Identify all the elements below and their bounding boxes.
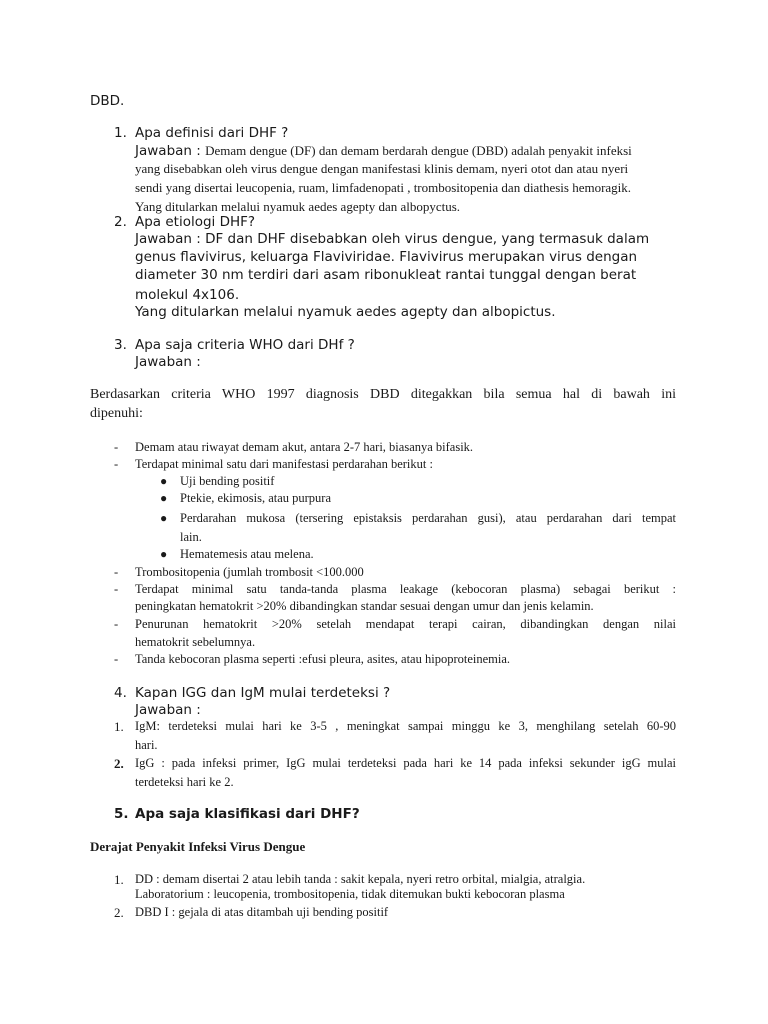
q2-question: Apa etiologi DHF? bbox=[135, 214, 256, 230]
criteria-dash: - bbox=[114, 440, 119, 454]
bullet-icon: ● bbox=[160, 547, 168, 561]
q1-answer-line-4: Yang ditularkan melalui nyamuk aedes agepty dan albopyctus. bbox=[135, 199, 461, 214]
criteria-sub-3-line-2: lain. bbox=[180, 530, 202, 544]
who-paragraph-line-1: Berdasarkan criteria WHO 1997 diagnosis DBD ditegakkan bila semua hal di bawah ini bbox=[90, 387, 676, 402]
q2-answer-line-3: diameter 30 nm terdiri dari asam ribonukleat rantai tunggal dengan berat bbox=[135, 267, 637, 283]
criteria-dash: - bbox=[114, 582, 119, 596]
who-paragraph-line-2: dipenuhi: bbox=[90, 406, 143, 421]
q3-number: 3. bbox=[114, 337, 127, 353]
bullet-icon: ● bbox=[160, 511, 168, 525]
classification-2-line-1: DBD I : gejala di atas ditambah uji bending positif bbox=[135, 905, 389, 919]
q3-answer-label: Jawaban : bbox=[135, 354, 201, 370]
q2-answer-line-1: Jawaban : DF dan DHF disebabkan oleh virus dengue, yang termasuk dalam bbox=[135, 231, 650, 247]
q4-answer-label: Jawaban : bbox=[135, 702, 201, 718]
criteria-item-4-line-1: Terdapat minimal satu tanda-tanda plasma leakage (kebocoran plasma) sebagai berikut : bbox=[135, 582, 676, 596]
q2-answer-line-5: Yang ditularkan melalui nyamuk aedes agepty dan albopictus. bbox=[135, 304, 556, 320]
criteria-item-5-line-1: Penurunan hematokrit >20% setelah mendapat terapi cairan, dibandingkan dengan nilai bbox=[135, 617, 676, 631]
q4-answer-1-number: 1. bbox=[114, 719, 124, 734]
criteria-item-1: Demam atau riwayat demam akut, antara 2-7 hari, biasanya bifasik. bbox=[135, 440, 474, 454]
criteria-item-5-line-2: hematokrit sebelumnya. bbox=[135, 635, 256, 649]
criteria-item-2: Terdapat minimal satu dari manifestasi perdarahan berikut : bbox=[135, 457, 433, 471]
criteria-dash: - bbox=[114, 652, 119, 666]
q2-answer-line-4: molekul 4x106. bbox=[135, 287, 240, 303]
bullet-icon: ● bbox=[160, 474, 168, 488]
bullet-icon: ● bbox=[160, 491, 168, 505]
classification-1-line-1: DD : demam disertai 2 atau lebih tanda : sakit kepala, nyeri retro orbital, mialgia, atralgia. bbox=[135, 872, 586, 886]
q2-number: 2. bbox=[114, 214, 127, 230]
q2-answer-line-2: genus flavivirus, keluarga Flaviviridae. Flavivirus merupakan virus dengan bbox=[135, 249, 638, 265]
criteria-sub-1: Uji bending positif bbox=[180, 474, 275, 488]
q5-question: Apa saja klasifikasi dari DHF? bbox=[135, 806, 360, 822]
q1-number: 1. bbox=[114, 125, 127, 141]
q5-number: 5. bbox=[114, 806, 129, 822]
classification-2-number: 2. bbox=[114, 905, 124, 920]
criteria-dash: - bbox=[114, 617, 119, 631]
top-heading: DBD. bbox=[90, 93, 125, 109]
q1-answer-label: Jawaban : bbox=[135, 143, 206, 159]
criteria-item-6: Tanda kebocoran plasma seperti :efusi pleura, asites, atau hipoproteinemia. bbox=[135, 652, 511, 666]
classification-1-line-2: Laboratorium : leucopenia, trombositopenia, tidak ditemukan bukti kebocoran plasma bbox=[135, 887, 565, 901]
criteria-item-3: Trombositopenia (jumlah trombosit <100.000 bbox=[135, 565, 364, 579]
q4-question: Kapan IGG dan IgM mulai terdeteksi ? bbox=[135, 685, 391, 701]
q3-question: Apa saja criteria WHO dari DHf ? bbox=[135, 337, 355, 353]
q1-answer-line-3: sendi yang disertai leucopenia, ruam, limfadenopati , trombositopenia dan diathesis hemoragik. bbox=[135, 180, 632, 195]
criteria-item-4-line-2: peningkatan hematokrit >20% dibandingkan standar sesuai dengan umur dan jenis kelamin. bbox=[135, 599, 594, 613]
criteria-sub-2: Ptekie, ekimosis, atau purpura bbox=[180, 491, 332, 505]
q4-number: 4. bbox=[114, 685, 127, 701]
q4-answer-2-number: 2. bbox=[114, 756, 124, 771]
classification-heading: Derajat Penyakit Infeksi Virus Dengue bbox=[90, 839, 306, 854]
q4-answer-2-line-1: IgG : pada infeksi primer, IgG mulai terdeteksi pada hari ke 14 pada infeksi sekunder igG mulai bbox=[135, 756, 676, 770]
q4-answer-2-line-2: terdeteksi hari ke 2. bbox=[135, 775, 234, 789]
q1-question: Apa definisi dari DHF ? bbox=[135, 125, 289, 141]
classification-1-number: 1. bbox=[114, 872, 124, 887]
q1-answer-line-1 bbox=[135, 142, 632, 160]
criteria-sub-4: Hematemesis atau melena. bbox=[180, 547, 314, 561]
q4-answer-1-line-1: IgM: terdeteksi mulai hari ke 3-5 , meningkat sampai minggu ke 3, menghilang setelah 60-90 bbox=[135, 719, 676, 733]
criteria-sub-3-line-1: Perdarahan mukosa (tersering epistaksis perdarahan gusi), atau perdarahan dari tempat bbox=[180, 511, 676, 525]
q1-answer-line-2: yang disebabkan oleh virus dengue dengan manifestasi klinis demam, nyeri otot dan atau nyeri bbox=[135, 161, 629, 176]
criteria-dash: - bbox=[114, 457, 119, 471]
q1-answer-text: Demam dengue (DF) dan demam berdarah dengue (DBD) adalah penyakit infeksi bbox=[205, 143, 632, 158]
q4-answer-1-line-2: hari. bbox=[135, 738, 158, 752]
criteria-dash: - bbox=[114, 565, 119, 579]
